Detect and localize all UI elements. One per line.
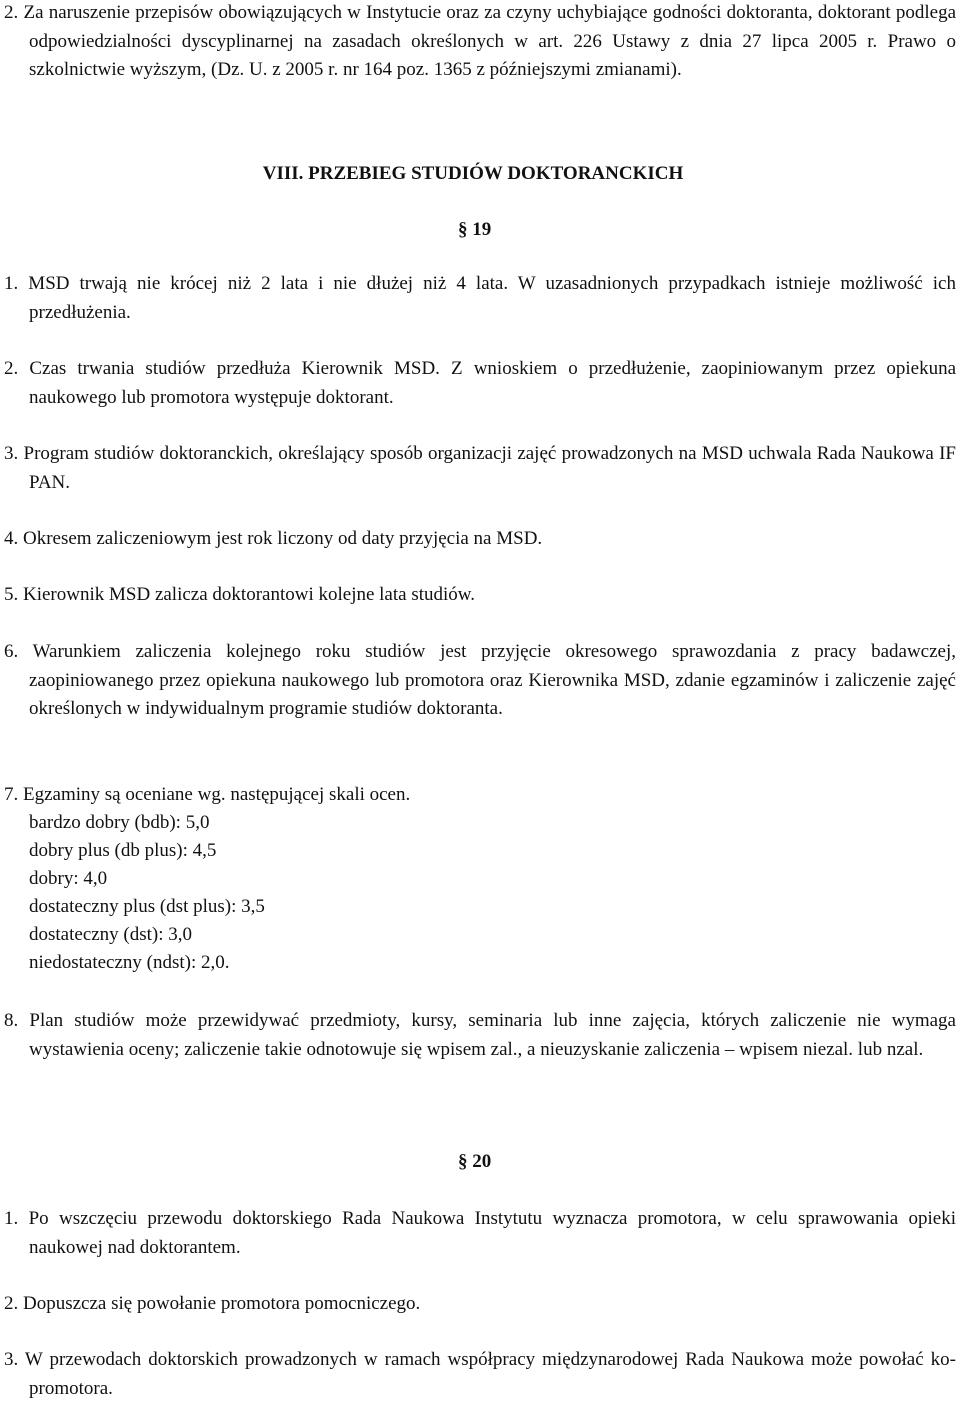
grade-item: dobry plus (db plus): 4,5 <box>29 840 217 861</box>
item-number: 5. <box>4 584 19 605</box>
s19-item-1 <box>4 270 956 327</box>
section-19-mark: § 19 <box>458 219 492 240</box>
intro-number: 2. <box>4 2 19 23</box>
item-number: 2. <box>4 1293 19 1314</box>
s19-item-4 <box>4 525 956 554</box>
item-number: 1. <box>4 1208 19 1229</box>
item-number: 3. <box>4 1349 19 1370</box>
s19-item-5 <box>4 581 956 610</box>
item-number: 6. <box>4 641 19 662</box>
chapter-heading: VIII. PRZEBIEG STUDIÓW DOKTORANCKICH <box>262 163 684 184</box>
s19-item-2 <box>4 355 956 412</box>
intro-text: Za naruszenie przepisów obowiązujących w Instytucie oraz za czyny uchybiające godności doktoranta, doktorant podlega odpowiedzialności dyscyplinarnej na zasadach określonych w art. 226 Ustawy z dnia 27 lipca 2005 r. Prawo o szkolnictwie wyższym, (Dz. U. z 2005 r. nr 164 poz. 1365 z późniejszymi zmianami). <box>23 2 957 80</box>
item-text: Po wszczęciu przewodu doktorskiego Rada Naukowa Instytutu wyznacza promotora, w celu sprawowania opieki naukowej nad doktorantem. <box>28 1208 956 1258</box>
s19-item-8 <box>4 1007 956 1064</box>
item-text: Program studiów doktoranckich, określający sposób organizacji zajęć prowadzonych na MSD uchwala Rada Naukowa IF PAN. <box>23 443 956 493</box>
grade-item: niedostateczny (ndst): 2,0. <box>29 952 230 973</box>
item-number: 8. <box>4 1010 19 1031</box>
item-text: Egzaminy są oceniane wg. następującej skali ocen. <box>23 784 411 805</box>
item-text: Kierownik MSD zalicza doktorantowi kolejne lata studiów. <box>23 584 476 605</box>
s20-item-1 <box>4 1205 956 1262</box>
section-20-mark: § 20 <box>458 1151 492 1172</box>
item-text: Czas trwania studiów przedłuża Kierownik MSD. Z wnioskiem o przedłużenie, zaopiniowanym przez opiekuna naukowego lub promotora występuje doktorant. <box>29 358 956 408</box>
item-text: MSD trwają nie krócej niż 2 lata i nie dłużej niż 4 lata. W uzasadnionych przypadkach istnieje możliwość ich przedłużenia. <box>28 273 956 323</box>
item-number: 4. <box>4 528 19 549</box>
item-text: W przewodach doktorskich prowadzonych w ramach współpracy międzynarodowej Rada Naukowa może powołać ko-promotora. <box>24 1349 956 1399</box>
s19-item-7 <box>4 781 956 810</box>
s19-item-3 <box>4 440 956 497</box>
item-text: Okresem zaliczeniowym jest rok liczony od daty przyjęcia na MSD. <box>23 528 543 549</box>
item-number: 2. <box>4 358 19 379</box>
item-text: Warunkiem zaliczenia kolejnego roku studiów jest przyjęcie okresowego sprawozdania z pracy badawczej, zaopiniowanego przez opiekuna naukowego lub promotora oraz Kierownika MSD, zdanie egzaminów i zaliczenie zajęć określonych w indywidualnym programie studiów doktoranta. <box>29 641 956 719</box>
s19-item-6 <box>4 638 956 724</box>
item-number: 7. <box>4 784 19 805</box>
item-number: 1. <box>4 273 19 294</box>
item-text: Dopuszcza się powołanie promotora pomocniczego. <box>23 1293 421 1314</box>
grade-item: dostateczny plus (dst plus): 3,5 <box>29 896 265 917</box>
s20-item-3 <box>4 1346 956 1403</box>
intro-paragraph <box>4 0 956 85</box>
grade-item: dobry: 4,0 <box>29 868 108 889</box>
item-text: Plan studiów może przewidywać przedmioty, kursy, seminaria lub inne zajęcia, których zaliczenie nie wymaga wystawienia oceny; zaliczenie takie odnotowuje się wpisem zal., a nieuzyskanie zaliczenia – wpisem niezal. lub nzal. <box>29 1010 956 1060</box>
grade-item: bardzo dobry (bdb): 5,0 <box>29 812 210 833</box>
grade-scale-list <box>29 809 265 977</box>
s20-item-2 <box>4 1290 956 1319</box>
grade-item: dostateczny (dst): 3,0 <box>29 924 193 945</box>
item-number: 3. <box>4 443 19 464</box>
